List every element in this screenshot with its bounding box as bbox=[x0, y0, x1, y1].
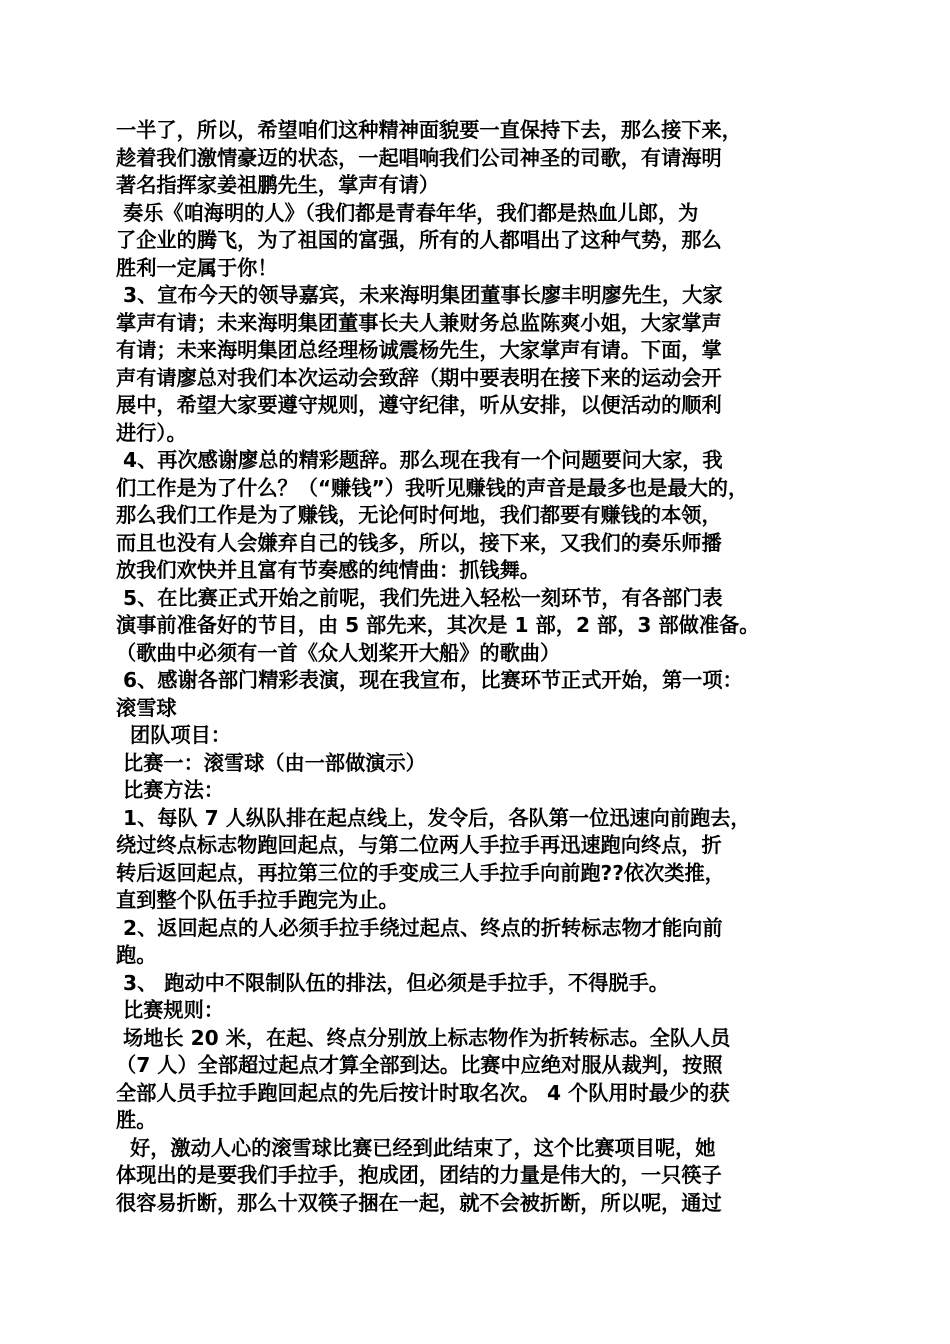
text-line: 4、再次感谢廖总的精彩题辞。那么现在我有一个问题要问大家，我 bbox=[116, 448, 723, 472]
text-line: 体现出的是要我们手拉手，抱成团，团结的力量是伟大的，一只筷子 bbox=[116, 1163, 722, 1187]
text-line: 趁着我们激情豪迈的状态，一起唱响我们公司神圣的司歌，有请海明 bbox=[116, 145, 722, 170]
text-line: 胜。 bbox=[116, 1108, 157, 1132]
text-line: 团队项目： bbox=[116, 723, 231, 747]
text-line: 好，激动人心的滚雪球比赛已经到此结束了，这个比赛项目呢，她 bbox=[116, 1135, 716, 1160]
text-line: 著名指挥家姜祖鹏先生，掌声有请） bbox=[116, 173, 440, 197]
text-line: 转后返回起点，再拉第三位的手变成三人手拉手向前跑??依次类推， bbox=[116, 860, 725, 885]
text-line: 3、 跑动中不限制队伍的排法，但必须是手拉手，不得脱手。 bbox=[116, 970, 669, 995]
text-line: 比赛方法： bbox=[116, 778, 224, 802]
text-line: 场地长 20 米，在起、终点分别放上标志物作为折转标志。全队人员 bbox=[116, 1025, 731, 1050]
text-line: 跑。 bbox=[116, 943, 157, 967]
text-line: 们工作是为了什么？（“赚钱”）我听见赚钱的声音是最多也是最大的， bbox=[116, 475, 749, 500]
text-line: 3、宣布今天的领导嘉宾，未来海明集团董事长廖丰明廖先生，大家 bbox=[116, 283, 723, 307]
text-line: 一半了，所以，希望咱们这种精神面貌要一直保持下去，那么接下来， bbox=[116, 118, 742, 142]
text-line: 奏乐《咱海明的人》（我们都是青春年华，我们都是热血儿郎，为 bbox=[116, 200, 699, 225]
text-line: 比赛一：滚雪球（由一部做演示） bbox=[116, 750, 426, 775]
document-body bbox=[116, 117, 842, 1217]
text-line: （歌曲中必须有一首《众人划桨开大船》的歌曲） bbox=[116, 640, 561, 665]
text-line: 胜利一定属于你！ bbox=[116, 255, 278, 280]
text-line: 比赛规则： bbox=[116, 998, 224, 1022]
text-line: 演事前准备好的节目，由 5 部先来，其次是 1 部，2 部，3 部做准备。 bbox=[116, 613, 760, 637]
text-line: 5、在比赛正式开始之前呢，我们先进入轻松一刻环节，有各部门表 bbox=[116, 585, 723, 610]
text-line: 那么我们工作是为了赚钱，无论何时何地，我们都要有赚钱的本领， bbox=[116, 503, 722, 527]
text-line: 很容易折断，那么十双筷子捆在一起，就不会被折断，所以呢，通过 bbox=[116, 1190, 722, 1215]
text-line: 掌声有请；未来海明集团董事长夫人兼财务总监陈爽小姐，大家掌声 bbox=[116, 310, 722, 335]
text-line: 滚雪球 bbox=[116, 695, 177, 720]
text-line: 全部人员手拉手跑回起点的先后按计时取名次。 4 个队用时最少的获 bbox=[116, 1080, 730, 1105]
text-line: 展中，希望大家要遵守规则，遵守纪律，听从安排，以便活动的顺利 bbox=[116, 393, 722, 417]
text-line: 而且也没有人会嫌弃自己的钱多，所以，接下来，又我们的奏乐师播 bbox=[116, 530, 722, 555]
text-line: 直到整个队伍手拉手跑完为止。 bbox=[116, 888, 399, 912]
text-line: 进行）。 bbox=[116, 420, 187, 445]
text-line: 绕过终点标志物跑回起点，与第二位两人手拉手再迅速跑向终点，折 bbox=[116, 833, 722, 857]
text-line: （7 人）全部超过起点才算全部到达。比赛中应绝对服从裁判，按照 bbox=[116, 1053, 723, 1077]
text-line: 放我们欢快并且富有节奏感的纯情曲：抓钱舞。 bbox=[116, 558, 540, 582]
text-line: 1、每队 7 人纵队排在起点线上，发令后，各队第一位迅速向前跑去， bbox=[116, 805, 751, 830]
text-line: 有请；未来海明集团总经理杨诚震杨先生，大家掌声有请。下面，掌 bbox=[116, 338, 722, 362]
text-line: 6、感谢各部门精彩表演，现在我宣布，比赛环节正式开始，第一项： bbox=[116, 668, 743, 692]
text-line: 声有请廖总对我们本次运动会致辞（期中要表明在接下来的运动会开 bbox=[116, 365, 722, 390]
text-line: 了企业的腾飞，为了祖国的富强，所有的人都唱出了这种气势，那么 bbox=[116, 228, 722, 252]
text-line: 2、返回起点的人必须手拉手绕过起点、终点的折转标志物才能向前 bbox=[116, 915, 723, 940]
